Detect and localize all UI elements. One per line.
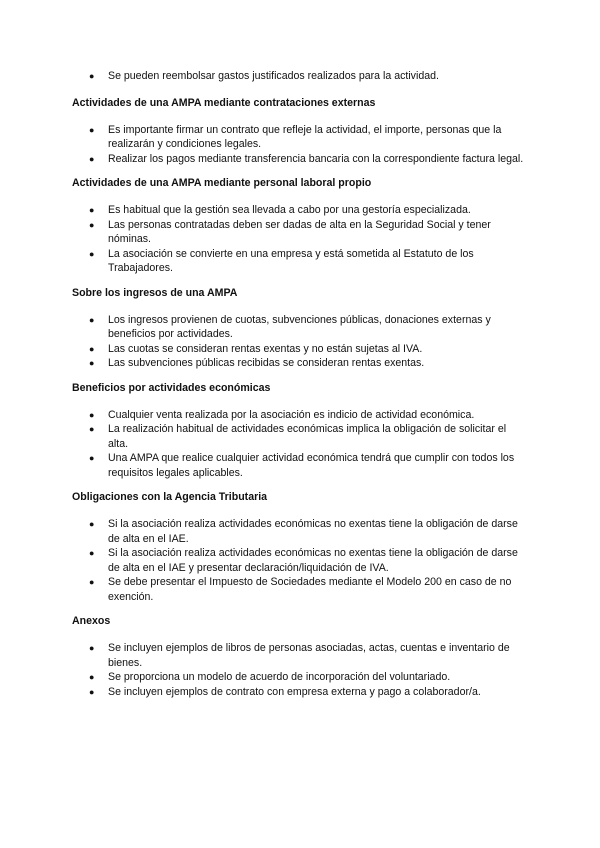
section-list <box>72 203 528 276</box>
bullet-icon: ● <box>89 686 95 697</box>
section-heading: Actividades de una AMPA mediante contrataciones externas <box>72 96 376 109</box>
bullet-icon: ● <box>89 343 95 354</box>
section-heading: Anexos <box>72 615 111 627</box>
list-item-text: La asociación se convierte en una empresa y está sometida al Estatuto de los Trabajadores. <box>108 247 474 274</box>
list-item <box>72 546 528 575</box>
bullet-icon: ● <box>89 643 95 653</box>
bullet-icon: ● <box>89 672 95 682</box>
list-item-text: Las personas contratadas deben ser dadas de alta en la Seguridad Social y tener nóminas. <box>108 218 491 245</box>
bullet-icon: ● <box>89 71 95 81</box>
list-item <box>72 422 528 451</box>
section-heading: Actividades de una AMPA mediante personal laboral propio <box>72 177 372 189</box>
list-item-text: Se pueden reembolsar gastos justificados realizados para la actividad. <box>108 70 439 82</box>
list-item <box>72 152 528 167</box>
list-item-text: Si la asociación realiza actividades económicas no exentas tiene la obligación de darse de alta en el IAE y presentar declaración/liquidación de IVA. <box>108 547 518 574</box>
list-item <box>72 218 528 247</box>
list-item-text: La realización habitual de actividades económicas implica la obligación de solicitar el alta. <box>108 423 507 450</box>
list-item <box>72 123 528 152</box>
bullet-icon: ● <box>89 577 95 587</box>
list-item <box>72 69 528 84</box>
list-item <box>72 641 528 670</box>
list-item <box>72 451 528 480</box>
list-item-text: Cualquier venta realizada por la asociación es indicio de actividad económica. <box>108 408 475 421</box>
list-item-text: Las cuotas se consideran rentas exentas y no están sujetas al IVA. <box>108 342 423 355</box>
list-item-text: Es habitual que la gestión sea llevada a cabo por una gestoría especializada. <box>108 204 471 216</box>
list-item <box>72 670 528 685</box>
list-item-text: Las subvenciones públicas recibidas se consideran rentas exentas. <box>108 357 425 369</box>
bullet-icon: ● <box>89 519 95 529</box>
document-body <box>72 69 528 699</box>
list-item-text: Se incluyen ejemplos de contrato con empresa externa y pago a colaborador/a. <box>108 685 481 698</box>
section-list <box>72 408 528 481</box>
list-item <box>72 356 528 371</box>
intro-list <box>72 69 528 84</box>
section-list <box>72 313 528 371</box>
list-item-text: Realizar los pagos mediante transferencia bancaria con la correspondiente factura legal. <box>108 152 524 165</box>
section-list <box>72 123 528 167</box>
list-item-text: Se proporciona un modelo de acuerdo de incorporación del voluntariado. <box>108 671 451 683</box>
list-item <box>72 685 528 700</box>
list-item-text: Es importante firmar un contrato que refleje la actividad, el importe, personas que la realizarán y condiciones legales. <box>108 123 502 150</box>
bullet-icon: ● <box>89 205 95 215</box>
section-heading: Beneficios por actividades económicas <box>72 381 271 394</box>
list-item <box>72 517 528 546</box>
section-heading: Obligaciones con la Agencia Tributaria <box>72 491 268 503</box>
list-item-text: Se debe presentar el Impuesto de Sociedades mediante el Modelo 200 en caso de no exención. <box>108 576 512 603</box>
list-item-text: Se incluyen ejemplos de libros de personas asociadas, actas, cuentas e inventario de bienes. <box>108 642 510 669</box>
section-heading: Sobre los ingresos de una AMPA <box>72 286 238 299</box>
list-item <box>72 342 528 357</box>
list-item <box>72 575 528 604</box>
list-item-text: Los ingresos provienen de cuotas, subvenciones públicas, donaciones externas y beneficios por actividades. <box>108 313 491 340</box>
list-item-text: Si la asociación realiza actividades económicas no exentas tiene la obligación de darse de alta en el IAE. <box>108 518 518 545</box>
bullet-icon: ● <box>89 153 95 164</box>
list-item <box>72 203 528 218</box>
bullet-icon: ● <box>89 219 95 230</box>
bullet-icon: ● <box>89 124 95 135</box>
bullet-icon: ● <box>89 358 95 368</box>
list-item <box>72 408 528 423</box>
list-item <box>72 247 528 276</box>
list-item-text: Una AMPA que realice cualquier actividad económica tendrá que cumplir con todos los requisitos legales aplicables. <box>108 452 515 479</box>
bullet-icon: ● <box>89 424 95 434</box>
bullet-icon: ● <box>89 453 95 463</box>
bullet-icon: ● <box>89 314 95 325</box>
list-item <box>72 313 528 342</box>
bullet-icon: ● <box>89 548 95 558</box>
section-list <box>72 641 528 699</box>
bullet-icon: ● <box>89 248 95 259</box>
section-list <box>72 517 528 604</box>
bullet-icon: ● <box>89 409 95 420</box>
